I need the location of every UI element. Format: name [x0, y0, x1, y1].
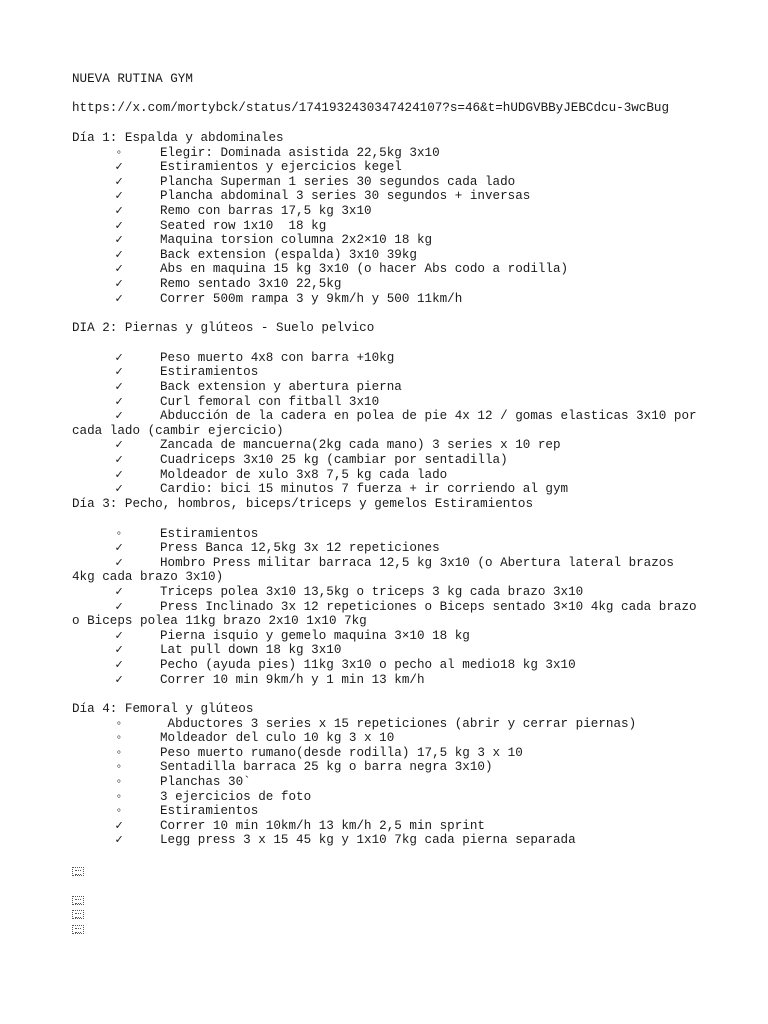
- circle-bullet-icon: ◦: [115, 760, 123, 775]
- list-item-text: Plancha abdominal 3 series 30 segundos + inversas: [160, 189, 531, 204]
- list-item-continuation: 4kg cada brazo 3x10): [72, 570, 224, 585]
- check-icon: ✓: [115, 365, 123, 380]
- list-item-text: Pecho (ayuda pies) 11kg 3x10 o pecho al medio18 kg 3x10: [160, 658, 576, 672]
- check-icon: ✓: [115, 350, 123, 365]
- list-item-text: Peso muerto 4x8 con barra +10kg: [160, 350, 395, 365]
- check-icon: ✓: [115, 541, 123, 556]
- list-item-text: Correr 500m rampa 3 y 9km/h y 500 11km/h: [160, 291, 463, 306]
- list-item-text: Sentadilla barraca 25 kg o barra negra 3x10): [160, 760, 493, 775]
- circle-bullet-icon: ◦: [115, 775, 123, 789]
- check-icon: ✓: [115, 204, 123, 218]
- list-item-text: Plancha Superman 1 series 30 segundos cada lado: [160, 174, 516, 189]
- list-item-text: 3 ejercicios de foto: [160, 789, 312, 804]
- check-icon: ✓: [115, 380, 123, 394]
- check-icon: ✓: [115, 189, 123, 204]
- circle-bullet-icon: ◦: [115, 145, 123, 160]
- list-item-text: Planchas 30`: [160, 775, 251, 789]
- missing-glyph-icon: [72, 867, 84, 876]
- check-icon: ✓: [115, 262, 123, 277]
- check-icon: ✓: [115, 160, 123, 175]
- list-item-text: Elegir: Dominada asistida 22,5kg 3x10: [160, 145, 440, 160]
- day4-heading: Día 4: Femoral y glúteos: [72, 702, 254, 716]
- circle-bullet-icon: ◦: [115, 526, 123, 541]
- check-icon: ✓: [115, 438, 123, 453]
- check-icon: ✓: [115, 833, 123, 848]
- list-item-text: Estiramientos: [160, 526, 259, 541]
- check-icon: ✓: [115, 247, 123, 262]
- list-item-continuation: o Biceps polea 11kg brazo 2x10 1x10 7kg: [72, 614, 367, 629]
- check-icon: ✓: [115, 482, 123, 497]
- circle-bullet-icon: ◦: [115, 804, 123, 819]
- check-icon: ✓: [115, 174, 123, 189]
- check-icon: ✓: [115, 818, 123, 833]
- list-item-text: Maquina torsion columna 2x2×10 18 kg: [160, 233, 433, 248]
- list-item-text: Remo con barras 17,5 kg 3x10: [160, 204, 372, 218]
- check-icon: ✓: [115, 409, 123, 424]
- list-item-text: Pierna isquio y gemelo maquina 3×10 18 kg: [160, 628, 470, 643]
- check-icon: ✓: [115, 218, 123, 233]
- check-icon: ✓: [115, 555, 123, 570]
- list-item-text: Curl femoral con fitball 3x10: [160, 394, 380, 409]
- list-item-text: Cuadriceps 3x10 25 kg (cambiar por sentadilla): [160, 453, 508, 467]
- check-icon: ✓: [115, 394, 123, 409]
- list-item-text: Remo sentado 3x10 22,5kg: [160, 277, 342, 291]
- list-item-text: Back extension (espalda) 3x10 39kg: [160, 247, 417, 262]
- list-item-text: Abs en maquina 15 kg 3x10 (o hacer Abs codo a rodilla): [160, 262, 569, 277]
- check-icon: ✓: [115, 599, 123, 614]
- list-item-text: Estiramientos y ejercicios kegel: [160, 160, 402, 175]
- list-item-continuation: cada lado (cambir ejercicio): [72, 423, 284, 438]
- circle-bullet-icon: ◦: [115, 789, 123, 804]
- check-icon: ✓: [115, 643, 123, 658]
- list-item-text: Abducción de la cadera en polea de pie 4x 12 / gomas elasticas 3x10 por: [160, 409, 697, 424]
- missing-glyph-icon: [72, 910, 84, 919]
- list-item-text: Peso muerto rumano(desde rodilla) 17,5 kg 3 x 10: [160, 745, 523, 760]
- missing-glyph-icon: [72, 896, 84, 905]
- check-icon: ✓: [115, 233, 123, 248]
- day1-heading: Día 1: Espalda y abdominales: [72, 131, 284, 145]
- list-item-text: Zancada de mancuerna(2kg cada mano) 3 series x 10 rep: [160, 438, 561, 453]
- list-item-text: Abductores 3 series x 15 repeticiones (abrir y cerrar piernas): [160, 716, 637, 731]
- list-item-text: Legg press 3 x 15 45 kg y 1x10 7kg cada pierna separada: [160, 833, 576, 848]
- day2-heading: DIA 2: Piernas y glúteos - Suelo pelvico: [72, 321, 375, 335]
- circle-bullet-icon: ◦: [115, 716, 123, 731]
- list-item-text: Estiramientos: [160, 365, 259, 380]
- list-item-text: Triceps polea 3x10 13,5kg o triceps 3 kg cada brazo 3x10: [160, 585, 584, 599]
- check-icon: ✓: [115, 658, 123, 672]
- list-item-text: Seated row 1x10 18 kg: [160, 218, 327, 233]
- list-item-text: Press Inclinado 3x 12 repeticiones o Biceps sentado 3×10 4kg cada brazo: [160, 599, 697, 614]
- list-item-text: Moldeador de xulo 3x8 7,5 kg cada lado: [160, 467, 448, 482]
- list-item-text: Hombro Press militar barraca 12,5 kg 3x10 (o Abertura lateral brazos: [160, 555, 674, 570]
- list-item-text: Correr 10 min 10km/h 13 km/h 2,5 min sprint: [160, 818, 485, 833]
- circle-bullet-icon: ◦: [115, 731, 123, 746]
- check-icon: ✓: [115, 467, 123, 482]
- check-icon: ✓: [115, 277, 123, 291]
- missing-glyph-icon: [72, 925, 84, 934]
- list-item-text: Press Banca 12,5kg 3x 12 repeticiones: [160, 541, 440, 556]
- check-icon: ✓: [115, 585, 123, 599]
- list-item-text: Cardio: bici 15 minutos 7 fuerza + ir corriendo al gym: [160, 482, 569, 497]
- check-icon: ✓: [115, 453, 123, 467]
- list-item-text: Correr 10 min 9km/h y 1 min 13 km/h: [160, 672, 425, 687]
- check-icon: ✓: [115, 672, 123, 687]
- check-icon: ✓: [115, 291, 123, 306]
- tweet-link[interactable]: https://x.com/mortybck/status/1741932430347424107?s=46&t=hUDGVBByJEBCdcu-3wcBug: [72, 101, 670, 115]
- check-icon: ✓: [115, 628, 123, 643]
- list-item-text: Back extension y abertura pierna: [160, 380, 402, 394]
- list-item-text: Lat pull down 18 kg 3x10: [160, 643, 342, 658]
- list-item-text: Estiramientos: [160, 804, 259, 819]
- circle-bullet-icon: ◦: [115, 745, 123, 760]
- day3-heading: Día 3: Pecho, hombros, biceps/triceps y gemelos Estiramientos: [72, 497, 534, 511]
- list-item-text: Moldeador del culo 10 kg 3 x 10: [160, 731, 395, 746]
- document-title: NUEVA RUTINA GYM: [72, 72, 193, 86]
